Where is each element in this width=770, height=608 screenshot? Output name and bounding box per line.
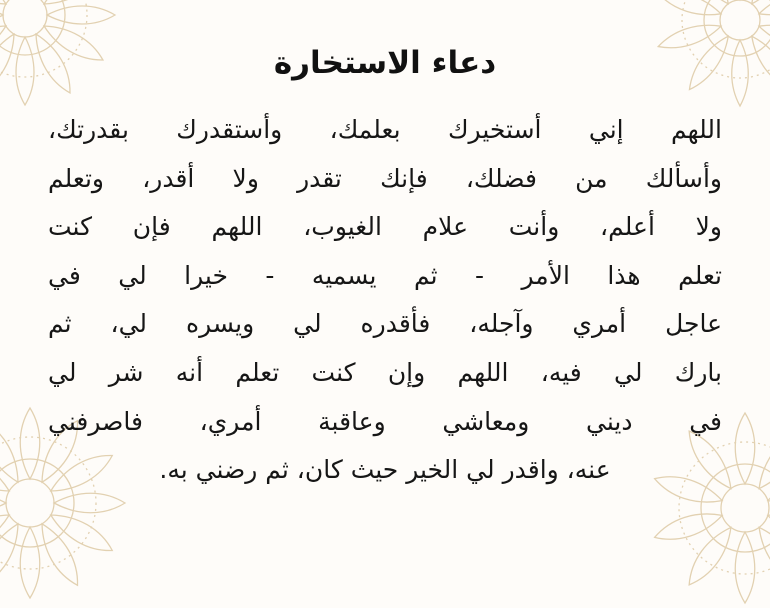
dua-card bbox=[40, 24, 730, 494]
text-line: في ديني ومعاشي وعاقبة أمري، فاصرفني bbox=[48, 406, 722, 436]
text-line: ولا أعلم، وأنت علام الغيوب، اللهم فإن كنت bbox=[48, 212, 722, 242]
text-line: بارك لي فيه، اللهم وإن كنت تعلم أنه شر لي bbox=[48, 357, 722, 387]
dua-text bbox=[48, 106, 722, 495]
text-line: عاجل أمري وآجله، فأقدره لي ويسره لي، ثم bbox=[48, 309, 722, 339]
text-line: عنه، واقدر لي الخير حيث كان، ثم رضني به. bbox=[159, 455, 611, 485]
text-line: اللهم إني أستخيرك بعلمك، وأستقدرك بقدرتك، bbox=[48, 115, 722, 144]
text-line: وأسألك من فضلك، فإنك تقدر ولا أقدر، وتعلم bbox=[48, 163, 722, 193]
page-title: دعاء الاستخارة bbox=[273, 45, 497, 81]
text-line: تعلم هذا الأمر - ثم يسميه - خيرا لي في bbox=[48, 260, 722, 290]
